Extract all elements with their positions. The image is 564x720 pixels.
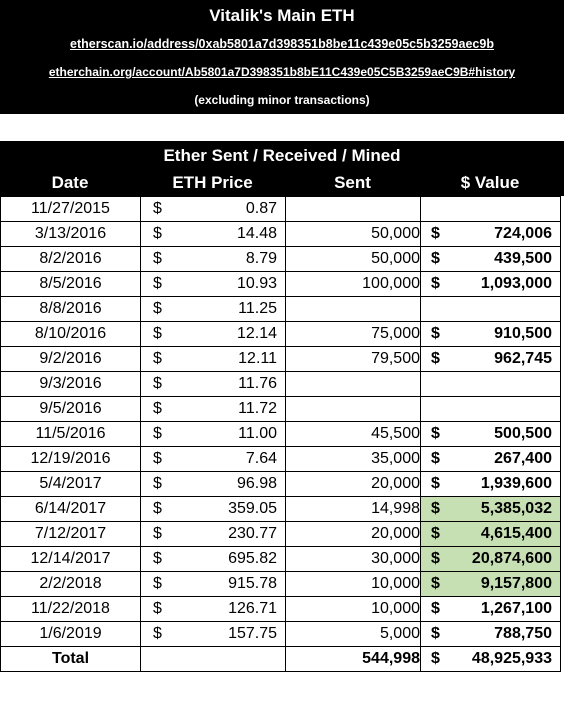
date-cell: 3/13/2016 — [1, 222, 141, 247]
total-sent: 544,998 — [286, 647, 421, 672]
value-cell — [421, 422, 561, 447]
value-cell-highlighted — [421, 497, 561, 522]
dollar-sign: $ — [431, 600, 440, 617]
dollar-sign: $ — [153, 225, 162, 242]
eth-price-value: 96.98 — [236, 475, 277, 492]
value-cell-highlighted — [421, 522, 561, 547]
value-amount: 1,939,600 — [480, 475, 552, 492]
table-body — [1, 197, 561, 672]
table-row — [1, 572, 561, 597]
sent-cell: 100,000 — [286, 272, 421, 297]
sent-cell — [286, 197, 421, 222]
value-cell — [421, 347, 561, 372]
dollar-sign: $ — [431, 625, 440, 642]
header-panel — [0, 0, 564, 114]
eth-price-value: 12.11 — [238, 350, 277, 367]
sent-cell — [286, 297, 421, 322]
value-cell — [421, 197, 561, 222]
dollar-sign: $ — [431, 575, 440, 592]
dollar-sign: $ — [431, 650, 440, 667]
date-cell: 7/12/2017 — [1, 522, 141, 547]
sent-cell: 50,000 — [286, 247, 421, 272]
eth-price-cell — [141, 497, 286, 522]
value-amount: 910,500 — [494, 325, 552, 342]
date-cell: 1/6/2019 — [1, 622, 141, 647]
value-amount: 9,157,800 — [480, 575, 552, 592]
value-cell — [421, 222, 561, 247]
date-cell: 8/10/2016 — [1, 322, 141, 347]
table-row — [1, 522, 561, 547]
date-cell: 11/22/2018 — [1, 597, 141, 622]
etherscan-link[interactable]: etherscan.io/address/0xab5801a7d398351b8be11c439e05c5b3259aec9b — [70, 37, 494, 51]
table-row — [1, 447, 561, 472]
eth-price-cell — [141, 472, 286, 497]
eth-price-value: 12.14 — [236, 325, 277, 342]
dollar-sign: $ — [431, 550, 440, 567]
eth-price-value: 7.64 — [245, 450, 277, 467]
eth-price-value: 157.75 — [228, 625, 277, 642]
date-cell: 5/4/2017 — [1, 472, 141, 497]
dollar-sign: $ — [153, 500, 162, 517]
dollar-sign: $ — [153, 575, 162, 592]
value-cell — [421, 472, 561, 497]
sent-cell: 20,000 — [286, 522, 421, 547]
value-cell — [421, 372, 561, 397]
sent-cell: 10,000 — [286, 597, 421, 622]
dollar-sign: $ — [431, 425, 440, 442]
eth-price-value: 11.76 — [238, 375, 277, 392]
eth-price-cell — [141, 522, 286, 547]
dollar-sign: $ — [153, 625, 162, 642]
eth-price-cell — [141, 397, 286, 422]
eth-price-value: 915.78 — [228, 575, 277, 592]
value-amount: 500,500 — [494, 425, 552, 442]
date-cell: 12/14/2017 — [1, 547, 141, 572]
date-cell: 12/19/2016 — [1, 447, 141, 472]
dollar-sign: $ — [153, 450, 162, 467]
col-header-date: Date — [51, 173, 89, 192]
value-amount: 962,745 — [494, 350, 552, 367]
value-cell-highlighted — [421, 547, 561, 572]
dollar-sign: $ — [153, 300, 162, 317]
value-cell-highlighted — [421, 572, 561, 597]
sent-cell: 79,500 — [286, 347, 421, 372]
total-row — [1, 647, 561, 672]
eth-price-cell — [141, 372, 286, 397]
value-amount: 5,385,032 — [480, 500, 552, 517]
eth-price-value: 230.77 — [228, 525, 277, 542]
eth-price-value: 8.79 — [245, 250, 277, 267]
table-row — [1, 297, 561, 322]
dollar-sign: $ — [153, 200, 162, 217]
date-cell: 9/3/2016 — [1, 372, 141, 397]
eth-price-value: 11.72 — [238, 400, 277, 417]
eth-price-cell — [141, 547, 286, 572]
table-row — [1, 247, 561, 272]
date-cell: 2/2/2018 — [1, 572, 141, 597]
dollar-sign: $ — [153, 550, 162, 567]
date-cell: 11/5/2016 — [1, 422, 141, 447]
eth-price-value: 11.25 — [238, 300, 277, 317]
date-cell: 6/14/2017 — [1, 497, 141, 522]
dollar-sign: $ — [153, 425, 162, 442]
value-cell — [421, 272, 561, 297]
eth-price-value: 11.00 — [238, 425, 277, 442]
dollar-sign: $ — [431, 225, 440, 242]
total-value — [421, 647, 561, 672]
eth-price-value: 0.87 — [245, 200, 277, 217]
table-row — [1, 422, 561, 447]
date-cell: 8/5/2016 — [1, 272, 141, 297]
etherchain-link[interactable]: etherchain.org/account/Ab5801a7D398351b8bE11C439e05C5B3259aeC9B#history — [48, 65, 516, 79]
eth-price-cell — [141, 447, 286, 472]
dollar-sign: $ — [431, 250, 440, 267]
eth-price-cell — [141, 422, 286, 447]
value-cell — [421, 322, 561, 347]
eth-price-cell — [141, 222, 286, 247]
dollar-sign: $ — [153, 525, 162, 542]
eth-price-value: 14.48 — [236, 225, 277, 242]
dollar-sign: $ — [153, 475, 162, 492]
value-amount: 20,874,600 — [471, 550, 552, 567]
value-amount: 724,006 — [494, 225, 552, 242]
sent-cell: 10,000 — [286, 572, 421, 597]
dollar-sign: $ — [153, 275, 162, 292]
value-amount: 267,400 — [494, 450, 552, 467]
col-header-value: $ Value — [460, 173, 520, 192]
table-row — [1, 222, 561, 247]
dollar-sign: $ — [153, 375, 162, 392]
eth-price-cell — [141, 622, 286, 647]
sent-cell: 5,000 — [286, 622, 421, 647]
date-cell: 9/5/2016 — [1, 397, 141, 422]
value-amount: 1,093,000 — [480, 275, 552, 292]
dollar-sign: $ — [431, 500, 440, 517]
table-row — [1, 497, 561, 522]
col-header-sent: Sent — [334, 173, 371, 192]
table-row — [1, 547, 561, 572]
table-row — [1, 472, 561, 497]
table-row — [1, 597, 561, 622]
sent-cell: 14,998 — [286, 497, 421, 522]
value-amount: 1,267,100 — [480, 600, 552, 617]
header-note: (excluding minor transactions) — [194, 93, 370, 107]
date-cell: 11/27/2015 — [1, 197, 141, 222]
value-cell — [421, 397, 561, 422]
table-row — [1, 397, 561, 422]
total-price-empty — [141, 647, 286, 672]
value-cell — [421, 597, 561, 622]
table-row — [1, 622, 561, 647]
dollar-sign: $ — [153, 250, 162, 267]
dollar-sign: $ — [431, 525, 440, 542]
table-row — [1, 372, 561, 397]
value-cell — [421, 447, 561, 472]
transactions-table — [0, 196, 561, 672]
dollar-sign: $ — [153, 400, 162, 417]
eth-price-value: 359.05 — [228, 500, 277, 517]
sent-cell — [286, 397, 421, 422]
table-row — [1, 347, 561, 372]
value-amount: 439,500 — [494, 250, 552, 267]
dollar-sign: $ — [153, 350, 162, 367]
sent-cell: 45,500 — [286, 422, 421, 447]
eth-price-cell — [141, 572, 286, 597]
table-row — [1, 272, 561, 297]
dollar-sign: $ — [153, 600, 162, 617]
dollar-sign: $ — [431, 325, 440, 342]
value-amount: 788,750 — [494, 625, 552, 642]
sent-cell: 35,000 — [286, 447, 421, 472]
sent-cell: 30,000 — [286, 547, 421, 572]
dollar-sign: $ — [153, 325, 162, 342]
dollar-sign: $ — [431, 350, 440, 367]
table-row — [1, 197, 561, 222]
total-value-amount: 48,925,933 — [471, 650, 552, 667]
eth-price-cell — [141, 347, 286, 372]
page-title: Vitalik's Main ETH — [209, 6, 355, 25]
eth-price-cell — [141, 272, 286, 297]
date-cell: 8/2/2016 — [1, 247, 141, 272]
group-header: Ether Sent / Received / Mined — [163, 146, 401, 165]
col-header-eth-price: ETH Price — [172, 173, 253, 192]
eth-price-cell — [141, 197, 286, 222]
eth-price-value: 695.82 — [228, 550, 277, 567]
sent-cell — [286, 372, 421, 397]
eth-price-value: 10.93 — [236, 275, 277, 292]
sent-cell: 75,000 — [286, 322, 421, 347]
sent-cell: 20,000 — [286, 472, 421, 497]
eth-price-cell — [141, 297, 286, 322]
date-cell: 8/8/2016 — [1, 297, 141, 322]
date-cell: 9/2/2016 — [1, 347, 141, 372]
table-row — [1, 322, 561, 347]
eth-price-cell — [141, 322, 286, 347]
value-cell — [421, 247, 561, 272]
dollar-sign: $ — [431, 450, 440, 467]
eth-price-cell — [141, 247, 286, 272]
sent-cell: 50,000 — [286, 222, 421, 247]
eth-price-cell — [141, 597, 286, 622]
value-amount: 4,615,400 — [480, 525, 552, 542]
eth-price-value: 126.71 — [228, 600, 277, 617]
value-cell — [421, 622, 561, 647]
value-cell — [421, 297, 561, 322]
table-header — [0, 141, 564, 196]
dollar-sign: $ — [431, 275, 440, 292]
dollar-sign: $ — [431, 475, 440, 492]
total-label: Total — [1, 647, 141, 672]
